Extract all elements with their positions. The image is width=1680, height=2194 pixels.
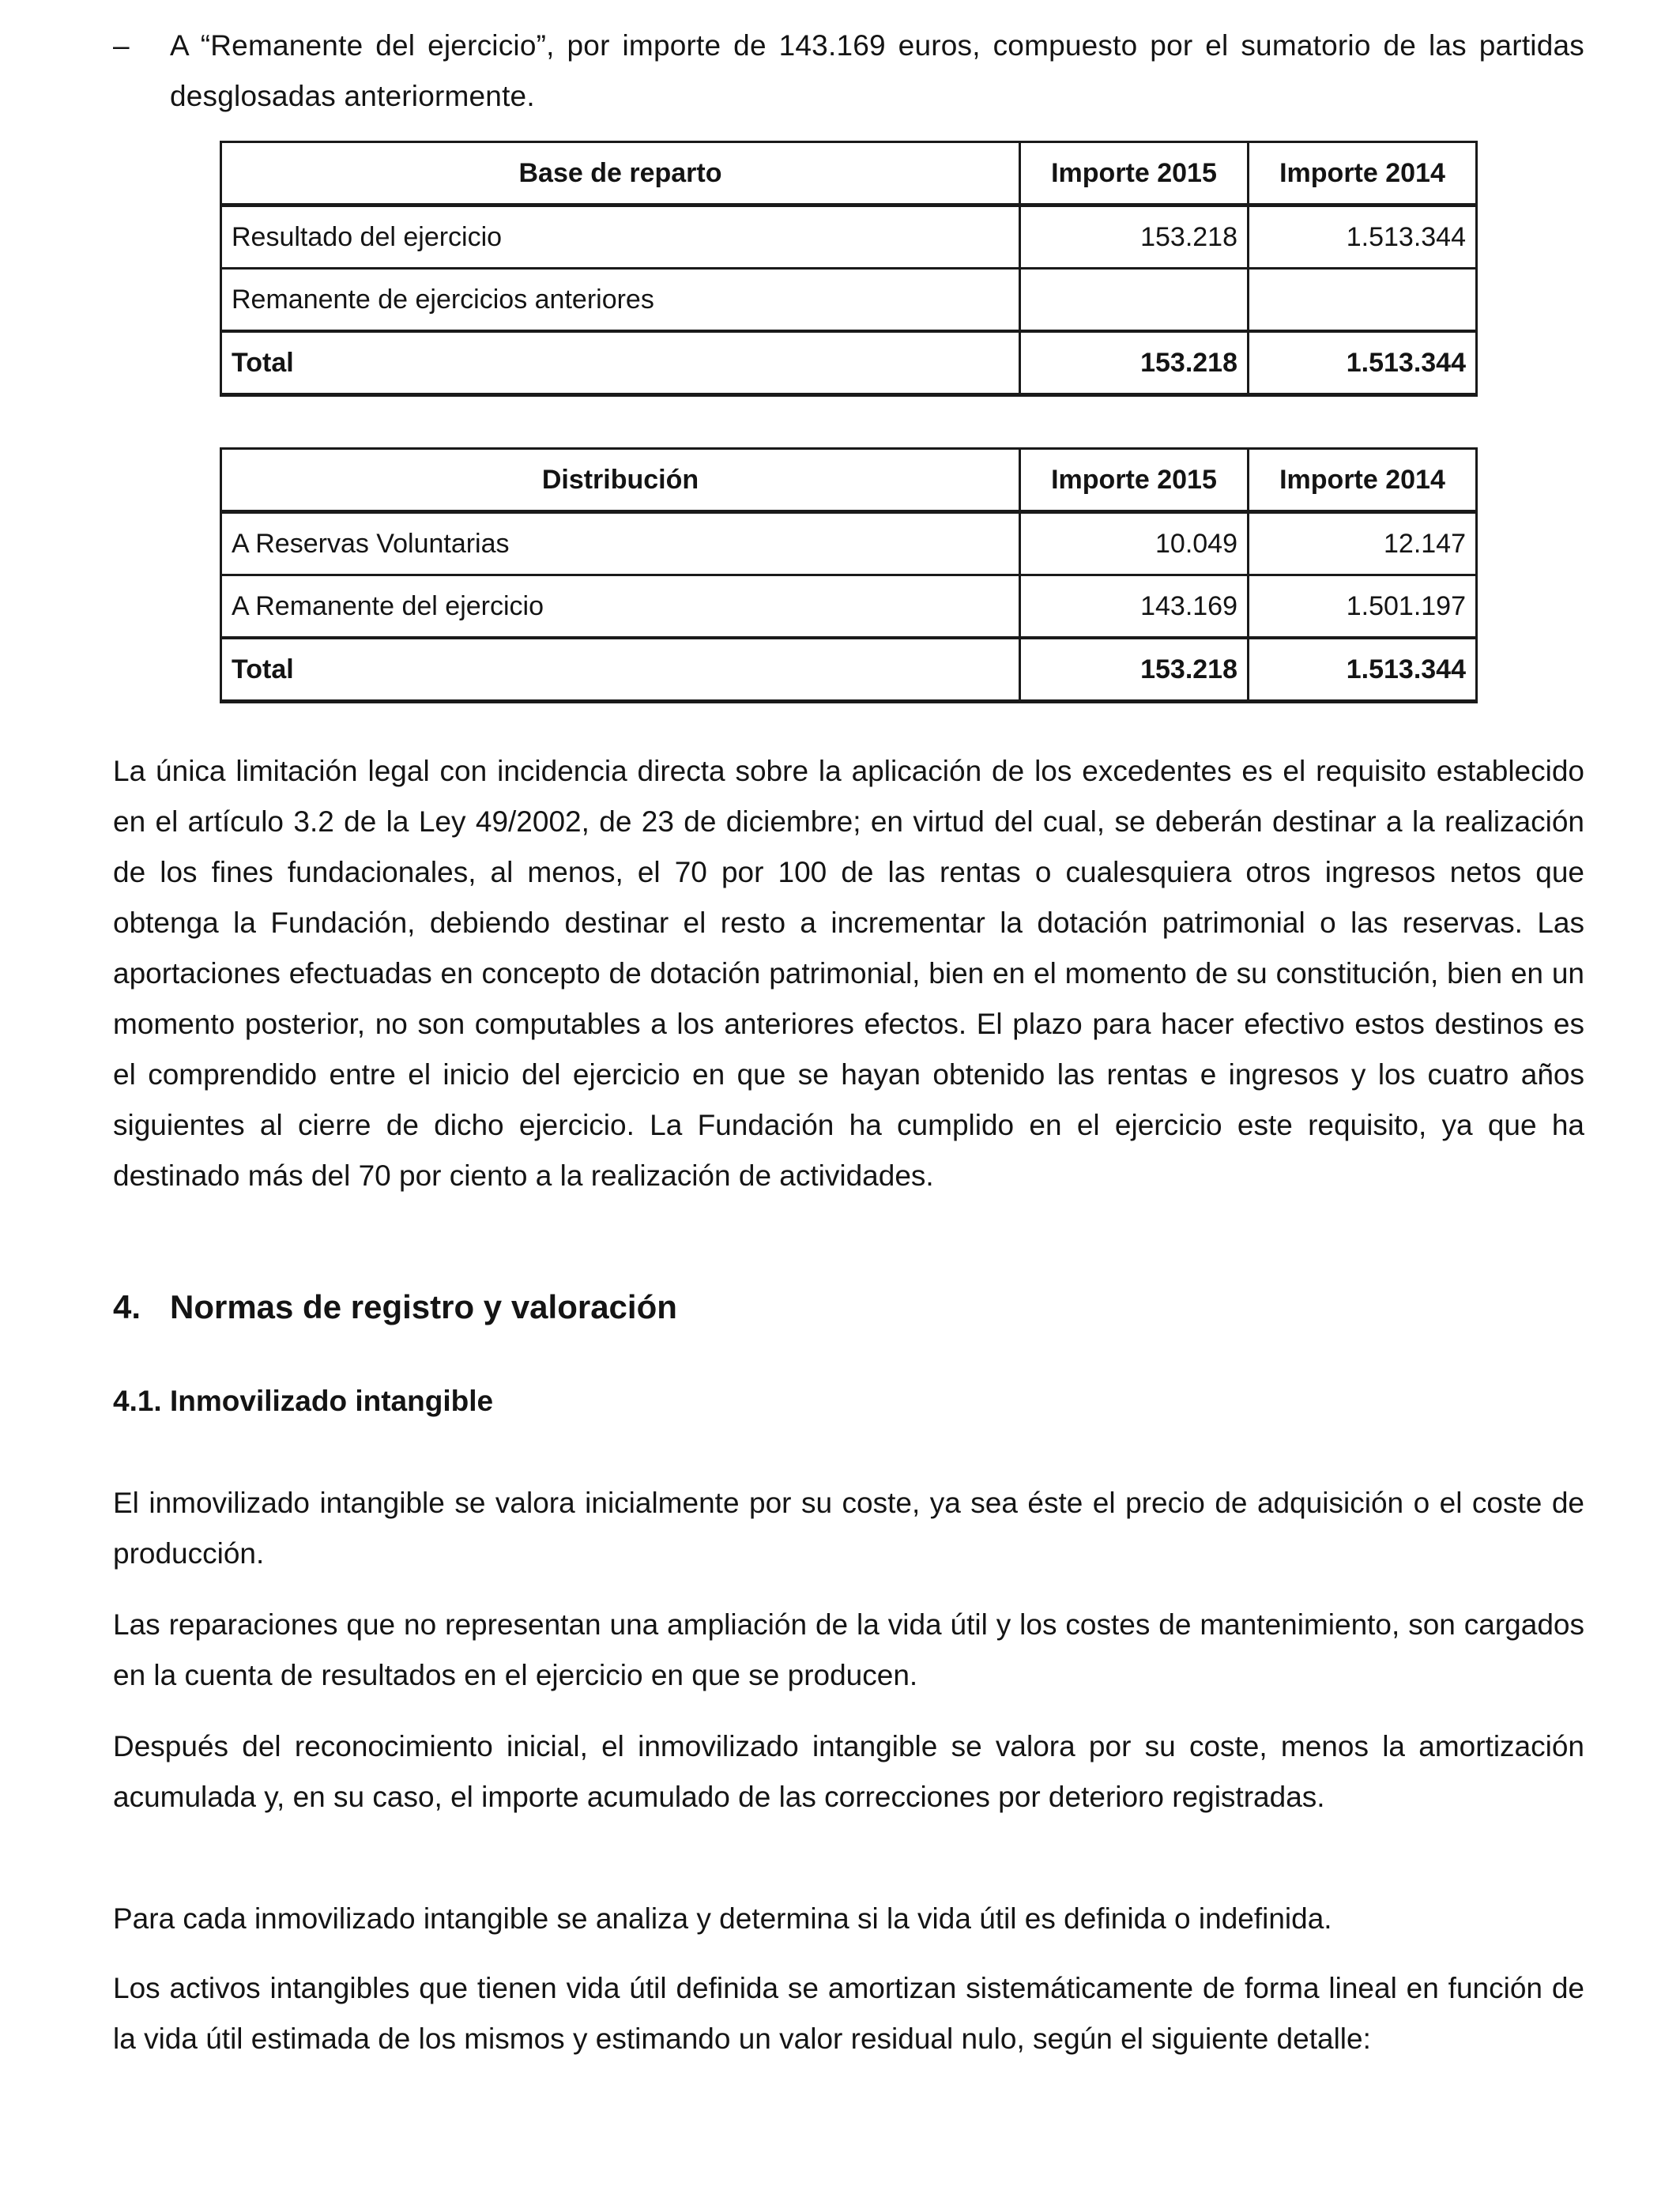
paragraph-limitacion-legal: La única limitación legal con incidencia directa sobre la aplicación de los excedentes es el requisito establecido en el artículo 3.2 de la Ley 49/2002, de 23 de diciembre; en virtud del cual, se deberán destinar a la realización de los fines fundacionales, al menos, el 70 por 100 de las rentas o cualesquiera otros ingresos netos que obtenga la Fundación, debiendo destinar el resto a incrementar la dotación patrimonial o las reservas. Las aportaciones efectuadas en concepto de dotación patrimonial, bien en el momento de su constitución, bien en un momento posterior, no son computables a los anteriores efectos. El plazo para hacer efectivo estos destinos es el comprendido entre el inicio del ejercicio en que se hayan obtenido las rentas e ingresos y los cuatro años siguientes al cierre de dicho ejercicio. La Fundación ha cumplido en el ejercicio este requisito, ya que ha destinado más del 70 por ciento a la realización de actividades. bbox=[113, 755, 1584, 1192]
bullet-remanente bbox=[113, 21, 1584, 122]
table-row bbox=[221, 575, 1477, 639]
table-total-row bbox=[221, 331, 1477, 395]
header-importe-2015: Importe 2015 bbox=[1020, 449, 1249, 512]
total-2014: 1.513.344 bbox=[1249, 638, 1477, 702]
paragraph-coste-inicial: El inmovilizado intangible se valora inicialmente por su coste, ya sea éste el precio de adquisición o el coste de producción. bbox=[113, 1487, 1584, 1570]
value-2015: 10.049 bbox=[1020, 512, 1249, 575]
value-2015: 143.169 bbox=[1020, 575, 1249, 639]
total-label: Total bbox=[221, 331, 1020, 395]
dash-bullet-icon: – bbox=[113, 29, 130, 62]
value-2015: 153.218 bbox=[1020, 205, 1249, 269]
header-distribucion: Distribución bbox=[221, 449, 1020, 512]
paragraph-reparaciones: Las reparaciones que no representan una ampliación de la vida útil y los costes de mantenimiento, son cargados en la cuenta de resultados en el ejercicio en que se producen. bbox=[113, 1608, 1584, 1691]
header-importe-2014: Importe 2014 bbox=[1249, 142, 1477, 205]
total-2014: 1.513.344 bbox=[1249, 331, 1477, 395]
total-2015: 153.218 bbox=[1020, 638, 1249, 702]
total-label: Total bbox=[221, 638, 1020, 702]
total-2015: 153.218 bbox=[1020, 331, 1249, 395]
header-importe-2015: Importe 2015 bbox=[1020, 142, 1249, 205]
value-2014: 1.513.344 bbox=[1249, 205, 1477, 269]
section-heading bbox=[113, 1288, 677, 1326]
row-label: A Remanente del ejercicio bbox=[221, 575, 1020, 639]
table-base-de-reparto bbox=[220, 141, 1478, 397]
section-number: 4. bbox=[113, 1288, 141, 1325]
subsection-heading: 4.1. Inmovilizado intangible bbox=[113, 1385, 494, 1417]
bullet-text: A “Remanente del ejercicio”, por importe de 143.169 euros, compuesto por el sumatorio de las partidas desglosadas anteriormente. bbox=[170, 29, 1584, 112]
row-label: A Reservas Voluntarias bbox=[221, 512, 1020, 575]
value-2015 bbox=[1020, 269, 1249, 332]
paragraph-vida-util: Para cada inmovilizado intangible se analiza y determina si la vida útil es definida o indefinida. bbox=[113, 1902, 1332, 1935]
header-importe-2014: Importe 2014 bbox=[1249, 449, 1477, 512]
table-row bbox=[221, 512, 1477, 575]
value-2014 bbox=[1249, 269, 1477, 332]
table-distribucion bbox=[220, 447, 1478, 703]
header-base: Base de reparto bbox=[221, 142, 1020, 205]
paragraph-despues-reconocimiento: Después del reconocimiento inicial, el inmovilizado intangible se valora por su coste, menos la amortización acumulada y, en su caso, el importe acumulado de las correcciones por deterioro registradas. bbox=[113, 1730, 1584, 1813]
paragraph-activos-intangibles: Los activos intangibles que tienen vida útil definida se amortizan sistemáticamente de forma lineal en función de la vida útil estimada de los mismos y estimando un valor residual nulo, según el siguiente detalle: bbox=[113, 1972, 1584, 2055]
value-2014: 1.501.197 bbox=[1249, 575, 1477, 639]
section-title: Normas de registro y valoración bbox=[170, 1288, 677, 1325]
row-label: Resultado del ejercicio bbox=[221, 205, 1020, 269]
value-2014: 12.147 bbox=[1249, 512, 1477, 575]
row-label: Remanente de ejercicios anteriores bbox=[221, 269, 1020, 332]
table-row bbox=[221, 205, 1477, 269]
table-total-row bbox=[221, 638, 1477, 702]
table-row bbox=[221, 269, 1477, 332]
